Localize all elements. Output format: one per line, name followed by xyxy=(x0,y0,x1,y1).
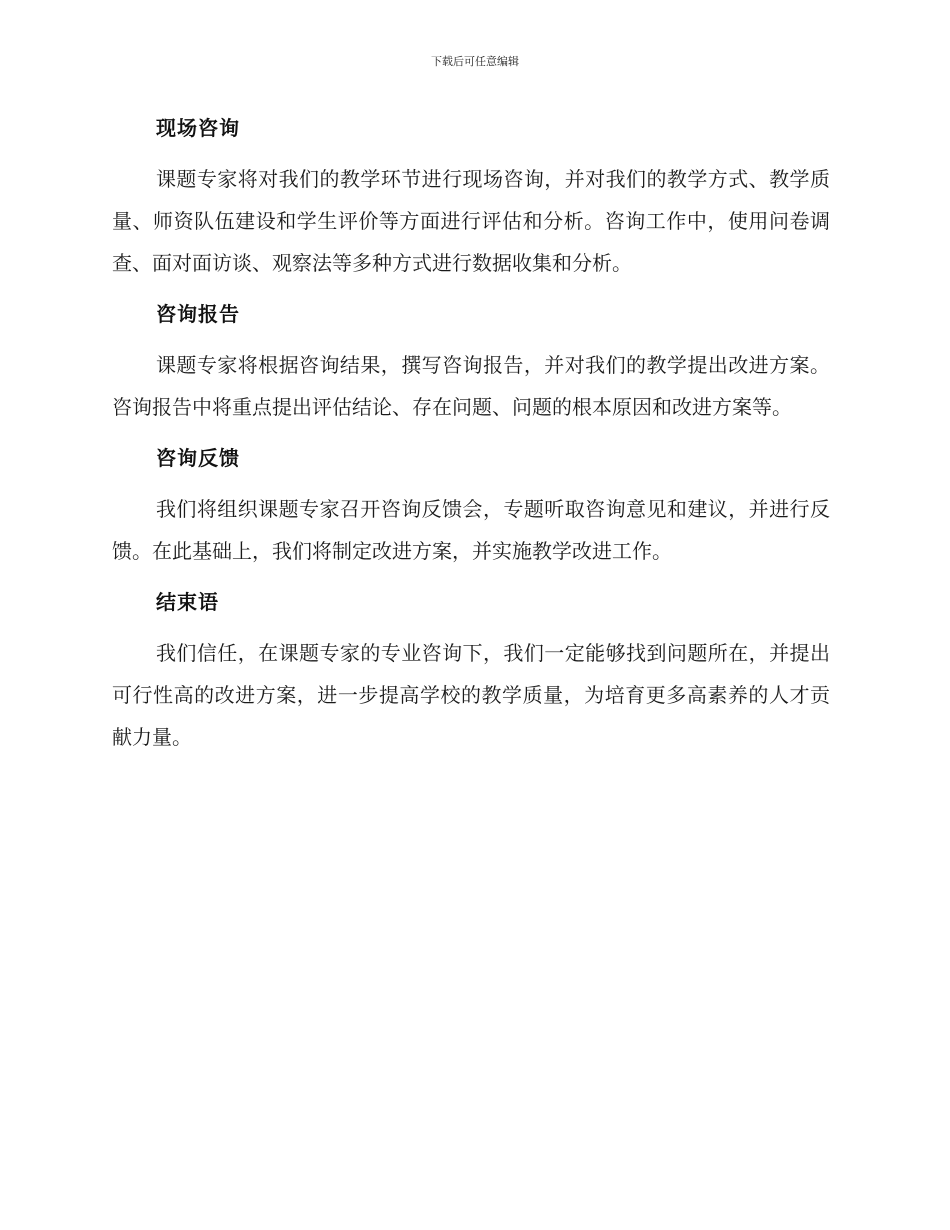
section-paragraph: 我们信任，在课题专家的专业咨询下，我们一定能够找到问题所在，并提出可行性高的改进方案，进一步提高学校的教学质量，为培育更多高素养的人才贡献力量。 xyxy=(112,641,830,749)
section-heading: 结束语 xyxy=(156,590,219,614)
section-heading: 现场咨询 xyxy=(156,116,240,140)
section-onsite-consultation xyxy=(112,108,830,284)
section-conclusion xyxy=(112,582,830,758)
section-heading: 咨询报告 xyxy=(156,302,240,326)
page-header: 下载后可任意编辑 xyxy=(431,55,519,68)
document-body xyxy=(112,108,830,768)
section-heading: 咨询反馈 xyxy=(156,446,240,470)
section-paragraph: 课题专家将根据咨询结果，撰写咨询报告，并对我们的教学提出改进方案。咨询报告中将重点提出评估结论、存在问题、问题的根本原因和改进方案等。 xyxy=(112,353,830,419)
section-consultation-feedback xyxy=(112,438,830,572)
section-paragraph: 我们将组织课题专家召开咨询反馈会，专题听取咨询意见和建议，并进行反馈。在此基础上，我们将制定改进方案，并实施教学改进工作。 xyxy=(112,497,830,563)
section-paragraph: 课题专家将对我们的教学环节进行现场咨询，并对我们的教学方式、教学质量、师资队伍建设和学生评价等方面进行评估和分析。咨询工作中，使用问卷调查、面对面访谈、观察法等多种方式进行数据收集和分析。 xyxy=(112,167,830,275)
section-consultation-report xyxy=(112,294,830,428)
